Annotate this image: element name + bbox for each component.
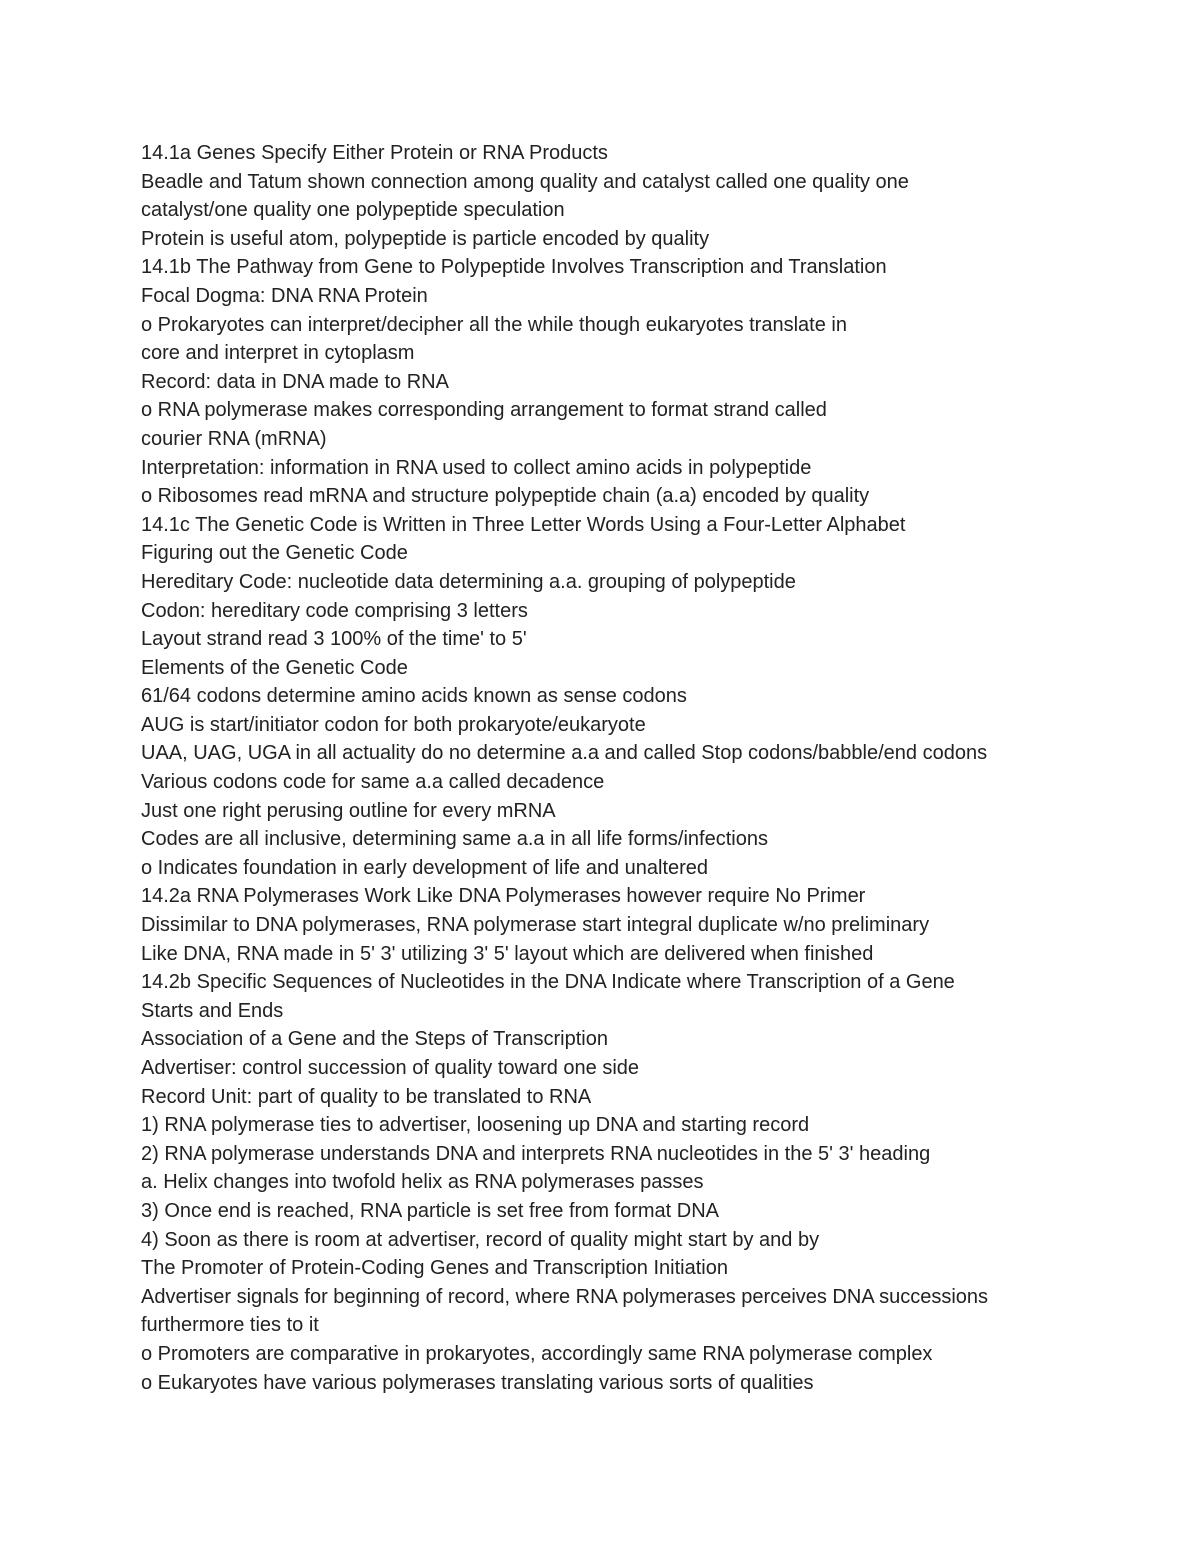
heading-14-1c: 14.1c The Genetic Code is Written in Three Letter Words Using a Four-Letter Alphabet [141, 513, 906, 536]
text-line: The Promoter of Protein-Coding Genes and Transcription Initiation [141, 1257, 728, 1280]
text-line: a. Helix changes into twofold helix as RNA polymerases passes [141, 1171, 704, 1194]
text-line: o Prokaryotes can interpret/decipher all the while though eukaryotes translate in [141, 313, 847, 336]
text-line: Hereditary Code: nucleotide data determining a.a. grouping of polypeptide [141, 570, 796, 593]
text-line: Codes are all inclusive, determining same a.a in all life forms/infections [141, 828, 768, 851]
text-line: UAA, UAG, UGA in all actuality do no determine a.a and called Stop codons/babble/end codons [141, 742, 988, 765]
text-line: 1) RNA polymerase ties to advertiser, loosening up DNA and starting record [141, 1114, 810, 1137]
text-line: Record: data in DNA made to RNA [141, 370, 449, 393]
text-line: Protein is useful atom, polypeptide is particle encoded by quality [141, 227, 710, 250]
text-line: 61/64 codons determine amino acids known as sense codons [141, 685, 687, 708]
text-line: Advertiser signals for beginning of record, where RNA polymerases perceives DNA successions [141, 1285, 989, 1308]
text-line: Like DNA, RNA made in 5' 3' utilizing 3' 5' layout which are delivered when finished [141, 942, 874, 965]
text-line: Starts and Ends [141, 999, 284, 1022]
text-line: Dissimilar to DNA polymerases, RNA polymerase start integral duplicate w/no preliminary [141, 914, 930, 937]
text-line: core and interpret in cytoplasm [141, 342, 415, 365]
heading-14-1b: 14.1b The Pathway from Gene to Polypeptide Involves Transcription and Translation [141, 256, 887, 279]
text-line: o Eukaryotes have various polymerases translating various sorts of qualities [141, 1371, 814, 1394]
heading-14-2a: 14.2a RNA Polymerases Work Like DNA Polymerases however require No Primer [141, 885, 866, 908]
text-line: courier RNA (mRNA) [141, 427, 327, 450]
text-line: Interpretation: information in RNA used to collect amino acids in polypeptide [141, 456, 812, 479]
text-line: o RNA polymerase makes corresponding arrangement to format strand called [141, 399, 827, 422]
text-line: o Promoters are comparative in prokaryotes, accordingly same RNA polymerase complex [141, 1342, 933, 1365]
text-line: Codon: hereditary code comprising 3 letters [141, 599, 528, 622]
text-line: 2) RNA polymerase understands DNA and interprets RNA nucleotides in the 5' 3' heading [141, 1142, 931, 1165]
text-line: Various codons code for same a.a called decadence [141, 771, 605, 794]
text-line: 3) Once end is reached, RNA particle is set free from format DNA [141, 1199, 719, 1222]
text-line: Record Unit: part of quality to be translated to RNA [141, 1085, 592, 1108]
text-line: Figuring out the Genetic Code [141, 542, 408, 565]
text-line: o Ribosomes read mRNA and structure polypeptide chain (a.a) encoded by quality [141, 485, 870, 508]
text-line: Elements of the Genetic Code [141, 656, 408, 679]
text-line: AUG is start/initiator codon for both prokaryote/eukaryote [141, 713, 646, 736]
text-line: 4) Soon as there is room at advertiser, record of quality might start by and by [141, 1228, 820, 1251]
text-line: Advertiser: control succession of quality toward one side [141, 1057, 640, 1079]
text-line: Focal Dogma: DNA RNA Protein [141, 284, 428, 307]
text-line: Layout strand read 3 100% of the time' to 5' [141, 628, 527, 651]
text-line: Just one right perusing outline for every mRNA [141, 799, 556, 822]
text-line: catalyst/one quality one polypeptide speculation [141, 199, 565, 222]
text-line: furthermore ties to it [141, 1314, 319, 1337]
text-line: o Indicates foundation in early development of life and unaltered [141, 856, 709, 879]
heading-14-1a: 14.1a Genes Specify Either Protein or RNA Products [141, 142, 608, 164]
document-body [141, 139, 1141, 1397]
text-line: Beadle and Tatum shown connection among quality and catalyst called one quality one [141, 170, 909, 193]
text-line: Association of a Gene and the Steps of Transcription [141, 1028, 608, 1051]
heading-14-2b: 14.2b Specific Sequences of Nucleotides in the DNA Indicate where Transcription of a Gene [141, 971, 955, 994]
